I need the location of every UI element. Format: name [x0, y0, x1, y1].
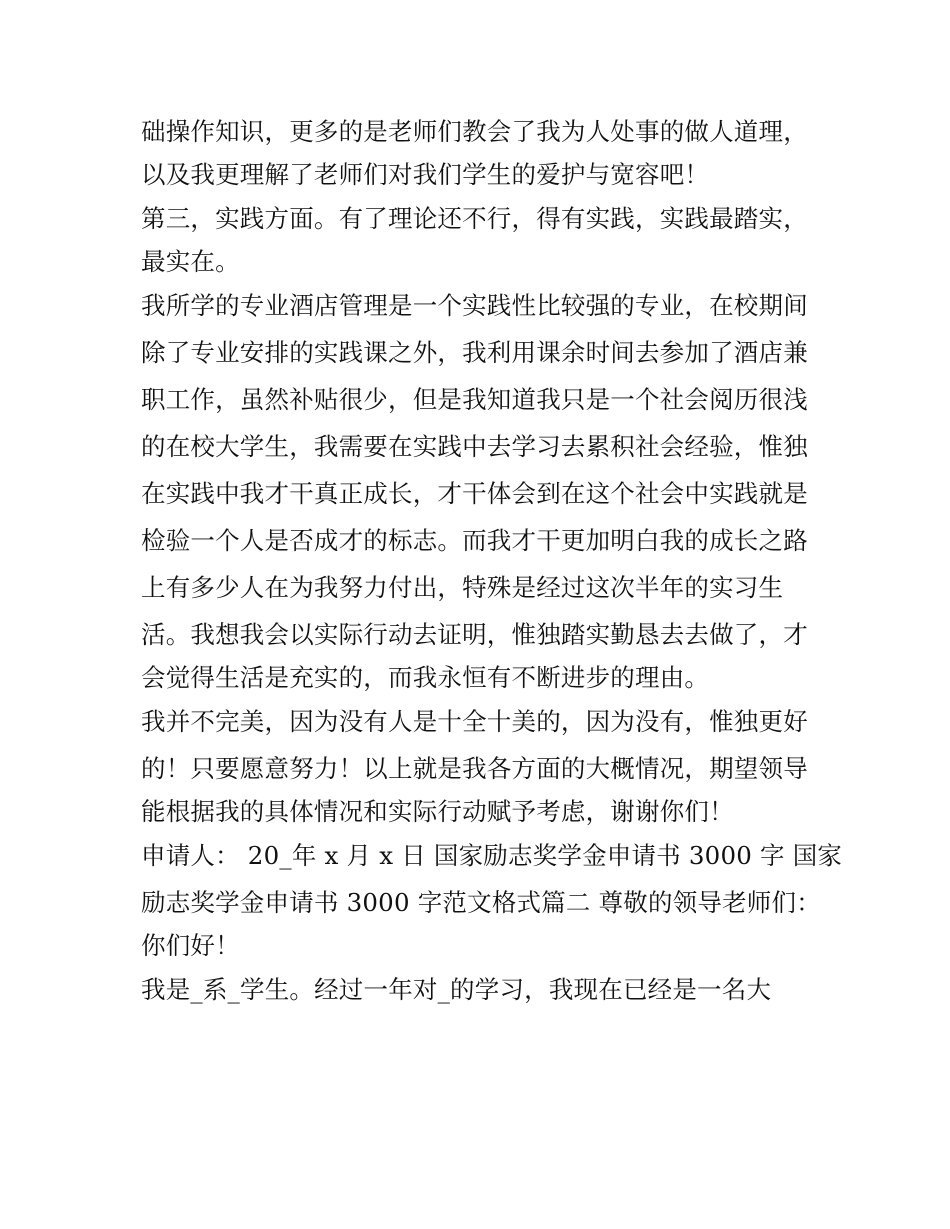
- text-line-9: 在实践中我才干真正成长，才干体会到在这个社会中实践就是: [141, 479, 808, 508]
- text-line-5: 我所学的专业酒店管理是一个实践性比较强的专业，在校期间: [141, 291, 808, 320]
- text-line-2: 以及我更理解了老师们对我们学生的爱护与宽容吧！: [141, 160, 710, 189]
- text-line-16: 能根据我的具体情况和实际行动赋予考虑，谢谢你们！: [141, 797, 734, 826]
- text-line-19: 你们好！: [141, 931, 240, 960]
- text-line-17: 申请人： 20_年 x 月 x 日 国家励志奖学金申请书 3000 字 国家: [141, 841, 843, 870]
- text-line-7: 职工作，虽然补贴很少，但是我知道我只是一个社会阅历很浅: [141, 385, 808, 414]
- text-line-14: 我并不完美，因为没有人是十全十美的，因为没有，惟独更好: [141, 707, 808, 736]
- text-line-11: 上有多少人在为我努力付出，特殊是经过这次半年的实习生: [141, 573, 784, 602]
- text-line-15: 的！只要愿意努力！以上就是我各方面的大概情况，期望领导: [141, 754, 808, 783]
- text-line-10: 检验一个人是否成才的标志。而我才干更加明白我的成长之路: [141, 526, 808, 555]
- text-line-6: 除了专业安排的实践课之外，我利用课余时间去参加了酒店兼: [141, 338, 808, 367]
- text-line-12: 活。我想我会以实际行动去证明，惟独踏实勤恳去去做了，才: [141, 620, 808, 649]
- text-line-3: 第三，实践方面。有了理论还不行，得有实践，实践最踏实，: [141, 204, 808, 233]
- text-line-4: 最实在。: [141, 247, 240, 276]
- text-line-8: 的在校大学生，我需要在实践中去学习去累积社会经验，惟独: [141, 432, 808, 461]
- text-line-1: 础操作知识，更多的是老师们教会了我为人处事的做人道理，: [141, 117, 808, 146]
- text-line-18: 励志奖学金申请书 3000 字范文格式篇二 尊敬的领导老师们：: [141, 888, 821, 917]
- text-line-20: 我是_系_学生。经过一年对_的学习，我现在已经是一名大: [141, 975, 772, 1004]
- text-line-13: 会觉得生活是充实的，而我永恒有不断进步的理由。: [141, 663, 710, 692]
- document-body: [141, 108, 843, 1013]
